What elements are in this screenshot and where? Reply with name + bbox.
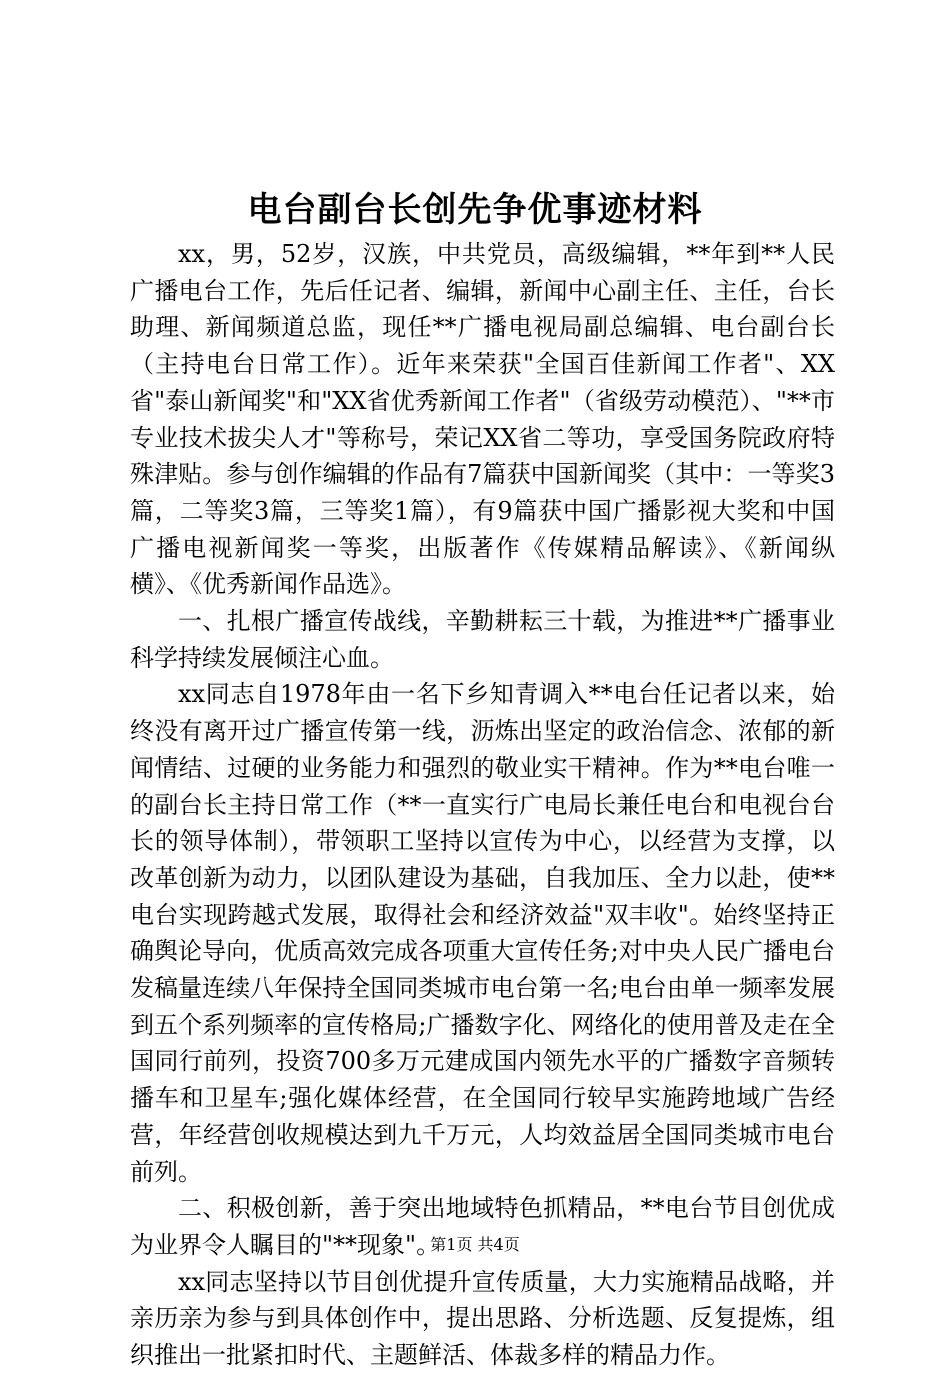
paragraph-section-one-heading: 一、扎根广播宣传战线，辛勤耕耘三十载，为推进**广播事业科学持续发展倾注心血。 (130, 607, 835, 672)
paragraph-section-two-body: xx同志坚持以节目创优提升宣传质量，大力实施精品战略，并亲历亲为参与到具体创作中，提出思路、分析选题、反复提炼，组织推出一批紧扣时代、主题鲜活、体裁多样的精品力作。 (130, 1267, 835, 1370)
document-body (130, 236, 835, 1374)
paragraph-section-one-body: xx同志自1978年由一名下乡知青调入**电台任记者以来，始终没有离开过广播宣传第一线，沥炼出坚定的政治信念、浓郁的新闻情结、过硬的业务能力和强烈的敬业实干精神。作为**电台唯一的副台长主持日常工作（**一直实行广电局长兼任电台和电视台台长的领导体制），带领职工坚持以宣传为中心，以经营为支撑，以改革创新为动力，以团队建设为基础，自我加压、全力以赴，使**电台实现跨越式发展，取得社会和经济效益"双丰收"。始终坚持正确舆论导向，优质高效完成各项重大宣传任务;对中央人民广播电台发稿量连续八年保持全国同类城市电台第一名;电台由单一频率发展到五个系列频率的宣传格局;广播数字化、网络化的使用普及走在全国同行前列，投资700多万元建成国内领先水平的广播数字音频转播车和卫星车;强化媒体经营，在全国同行较早实施跨地域广告经营，年经营创收规模达到九千万元，人均效益居全国同类城市电台前列。 (130, 680, 835, 1186)
document-title: 电台副台长创先争优事迹材料 (247, 190, 703, 230)
paragraph-intro: xx，男，52岁，汉族，中共党员，高级编辑，**年到**人民广播电台工作，先后任记者、编辑，新闻中心副主任、主任，台长助理、新闻频道总监，现任**广播电视局副总编辑、电台副台长（主持电台日常工作）。近年来荣获"全国百佳新闻工作者"、XX省"泰山新闻奖"和"XX省优秀新闻工作者"（省级劳动模范）、"**市专业技术拔尖人才"等称号，荣记XX省二等功，享受国务院政府特殊津贴。参与创作编辑的作品有7篇获中国新闻奖（其中：一等奖3篇，二等奖3篇，三等奖1篇），有9篇获中国广播影视大奖和中国广播电视新闻奖一等奖，出版著作《传媒精品解读》、《新闻纵横》、《优秀新闻作品选》。 (130, 240, 835, 599)
paragraph-section-two-heading: 二、积极创新，善于突出地域特色抓精品，**电台节目创优成为业界令人瞩目的"**现象"。 (130, 1194, 835, 1259)
page-number-footer: 第1页 共4页 (430, 1235, 520, 1254)
